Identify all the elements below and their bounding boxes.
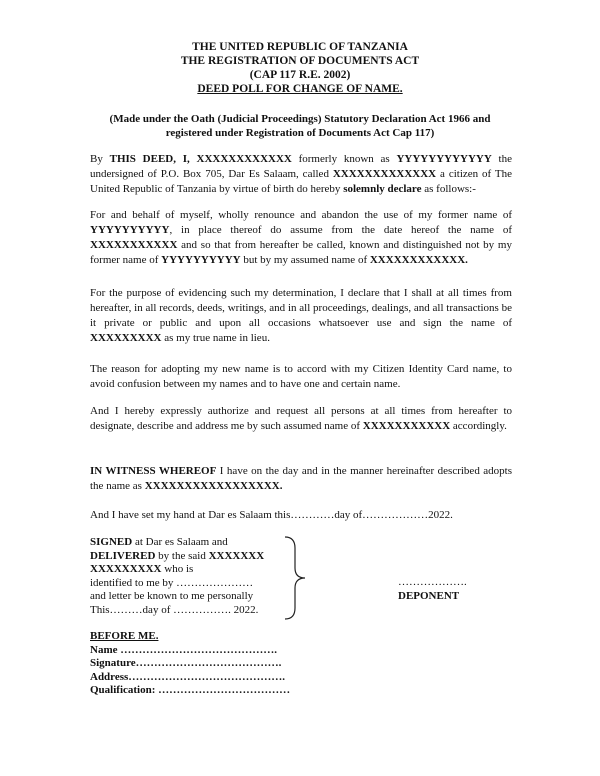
subtitle: (Made under the Oath (Judicial Proceedings) Statutory Declaration Act 1966 and registered under Registration of Documents Act Cap 117) <box>109 113 491 139</box>
paragraph-witness: IN WITNESS WHEREOF I have on the day and in the manner hereinafter described adopts the name as XXXXXXXXXXXXXXXXX. <box>90 465 512 492</box>
known-line: and letter be known to me personally <box>90 590 254 602</box>
paragraph-authorize: And I hereby expressly authorize and request all persons at all times from hereafter to designate, describe and address me by such assumed name of XXXXXXXXXXX accordingly. <box>90 405 512 432</box>
paragraph-declaration: By THIS DEED, I, XXXXXXXXXXXX formerly known as YYYYYYYYYYYY the undersigned of P.O. Box 705, Dar Es Salaam, called XXXXXXXXXXXXX a citizen of The United Republic of Tanzania by virtue of birth do hereby solemnly declare as follows:- <box>90 153 513 195</box>
name-line: XXXXXXXXX who is <box>90 563 194 575</box>
paragraph-renounce: For and behalf of myself, wholly renounce and abandon the use of my former name of YYYYYYYYYY, in place thereof do assume from the date hereof the name of XXXXXXXXXXX and so that from hereafter be called, known and distinguished not by my former name of YYYYYYYYYY but by my assumed name of XXXXXXXXXXXX. <box>90 209 512 266</box>
header-act: THE REGISTRATION OF DOCUMENTS ACT <box>180 55 420 67</box>
name-field: Name ……………………………………. <box>90 643 277 656</box>
paragraph-evidence: For the purpose of evidencing such my determination, I declare that I shall at all times from hereafter, in all records, deeds, writings, and in all proceedings, dealings, and all transactions be it private or public and upon all occasions whatsoever use and sign the name of XXXXXXXXX as my true name in lieu. <box>90 287 512 344</box>
document-title: DEED POLL FOR CHANGE OF NAME. <box>197 83 403 95</box>
identified-line: identified to me by ………………… <box>90 576 254 589</box>
delivered-line: DELIVERED by the said XXXXXXX <box>90 549 265 562</box>
qualification-field: Qualification: ……………………………… <box>90 684 291 696</box>
deponent-label: DEPONENT <box>398 590 460 602</box>
signed-block <box>90 536 290 617</box>
signature-field: Signature…………………………………. <box>90 657 282 669</box>
right-brace-icon <box>283 536 309 620</box>
header-country: THE UNITED REPUBLIC OF TANZANIA <box>192 41 408 53</box>
deponent-signature-line: ………………. <box>398 576 467 588</box>
paragraph-reason: The reason for adopting my new name is to accord with my Citizen Identity Card name, to avoid confusion between my names and to have one and certain name. <box>90 363 512 390</box>
date-line: This………day of ……………. 2022. <box>90 603 259 616</box>
header-cap: (CAP 117 R.E. 2002) <box>249 69 351 81</box>
paragraph-set-hand: And I have set my hand at Dar es Salaam this…………day of………………2022. <box>90 509 453 521</box>
before-me-block <box>90 630 290 698</box>
before-me-title: BEFORE ME. <box>90 630 159 642</box>
address-field: Address……………………………………. <box>90 670 286 683</box>
signed-line: SIGNED at Dar es Salaam and <box>90 536 228 548</box>
